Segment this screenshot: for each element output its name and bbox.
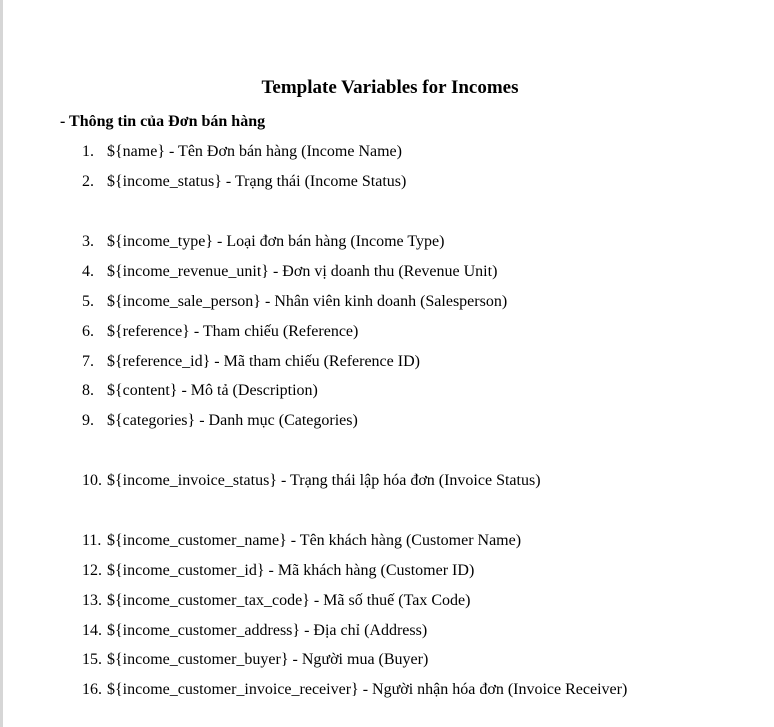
list-item-text: ${income_invoice_status} - Trạng thái lập hóa đơn (Invoice Status)	[107, 472, 541, 489]
list-item-text: ${reference} - Tham chiếu (Reference)	[107, 323, 359, 340]
list-item-text: ${income_type} - Loại đơn bán hàng (Income Type)	[107, 233, 445, 250]
list-item-number: 16.	[82, 681, 102, 698]
list-item-number: 6.	[82, 323, 94, 340]
list-item	[82, 621, 427, 641]
list-item	[82, 352, 420, 372]
list-item-number: 13.	[82, 592, 102, 609]
page-left-edge	[0, 0, 3, 727]
list-item-text: ${income_status} - Trạng thái (Income Status)	[107, 173, 407, 190]
list-item-text: ${income_sale_person} - Nhân viên kinh doanh (Salesperson)	[107, 293, 508, 310]
list-item-text: ${content} - Mô tả (Description)	[107, 382, 318, 399]
list-item	[82, 322, 358, 342]
list-item-number: 15.	[82, 651, 102, 668]
list-item-number: 14.	[82, 622, 102, 639]
list-item	[82, 232, 444, 252]
list-item	[82, 650, 428, 670]
list-item	[82, 531, 521, 551]
list-item-number: 12.	[82, 562, 102, 579]
list-item-number: 9.	[82, 412, 94, 429]
list-item-number: 2.	[82, 173, 94, 190]
list-item	[82, 262, 497, 282]
list-item-text: ${income_customer_name} - Tên khách hàng (Customer Name)	[107, 532, 522, 549]
list-item-text: ${income_customer_address} - Địa chỉ (Address)	[107, 622, 428, 639]
list-item-text: ${income_customer_tax_code} - Mã số thuế (Tax Code)	[107, 592, 471, 609]
list-item	[82, 411, 358, 431]
list-item	[82, 381, 318, 401]
list-item-number: 8.	[82, 382, 94, 399]
list-item-number: 1.	[82, 143, 94, 160]
list-item-number: 4.	[82, 263, 94, 280]
document-title: Template Variables for Incomes	[261, 77, 519, 98]
list-item-text: ${income_customer_buyer} - Người mua (Buyer)	[107, 651, 429, 668]
list-item-number: 10.	[82, 472, 102, 489]
list-item	[82, 561, 474, 581]
list-item	[82, 591, 470, 611]
list-item-text: ${categories} - Danh mục (Categories)	[107, 412, 358, 429]
list-item	[82, 172, 406, 192]
list-item-number: 5.	[82, 293, 94, 310]
list-item	[82, 471, 541, 491]
list-item-number: 7.	[82, 353, 94, 370]
list-item-number: 3.	[82, 233, 94, 250]
list-item-text: ${income_customer_id} - Mã khách hàng (Customer ID)	[107, 562, 475, 579]
list-item	[82, 142, 402, 162]
list-item-text: ${income_revenue_unit} - Đơn vị doanh thu (Revenue Unit)	[107, 263, 498, 280]
list-item	[82, 680, 627, 700]
list-item-number: 11.	[82, 532, 102, 549]
section-heading: - Thông tin của Đơn bán hàng	[60, 113, 266, 130]
list-item-text: ${income_customer_invoice_receiver} - Người nhận hóa đơn (Invoice Receiver)	[107, 681, 628, 698]
list-item-text: ${reference_id} - Mã tham chiếu (Reference ID)	[107, 353, 420, 370]
list-item	[82, 292, 507, 312]
list-item-text: ${name} - Tên Đơn bán hàng (Income Name)	[107, 143, 402, 160]
